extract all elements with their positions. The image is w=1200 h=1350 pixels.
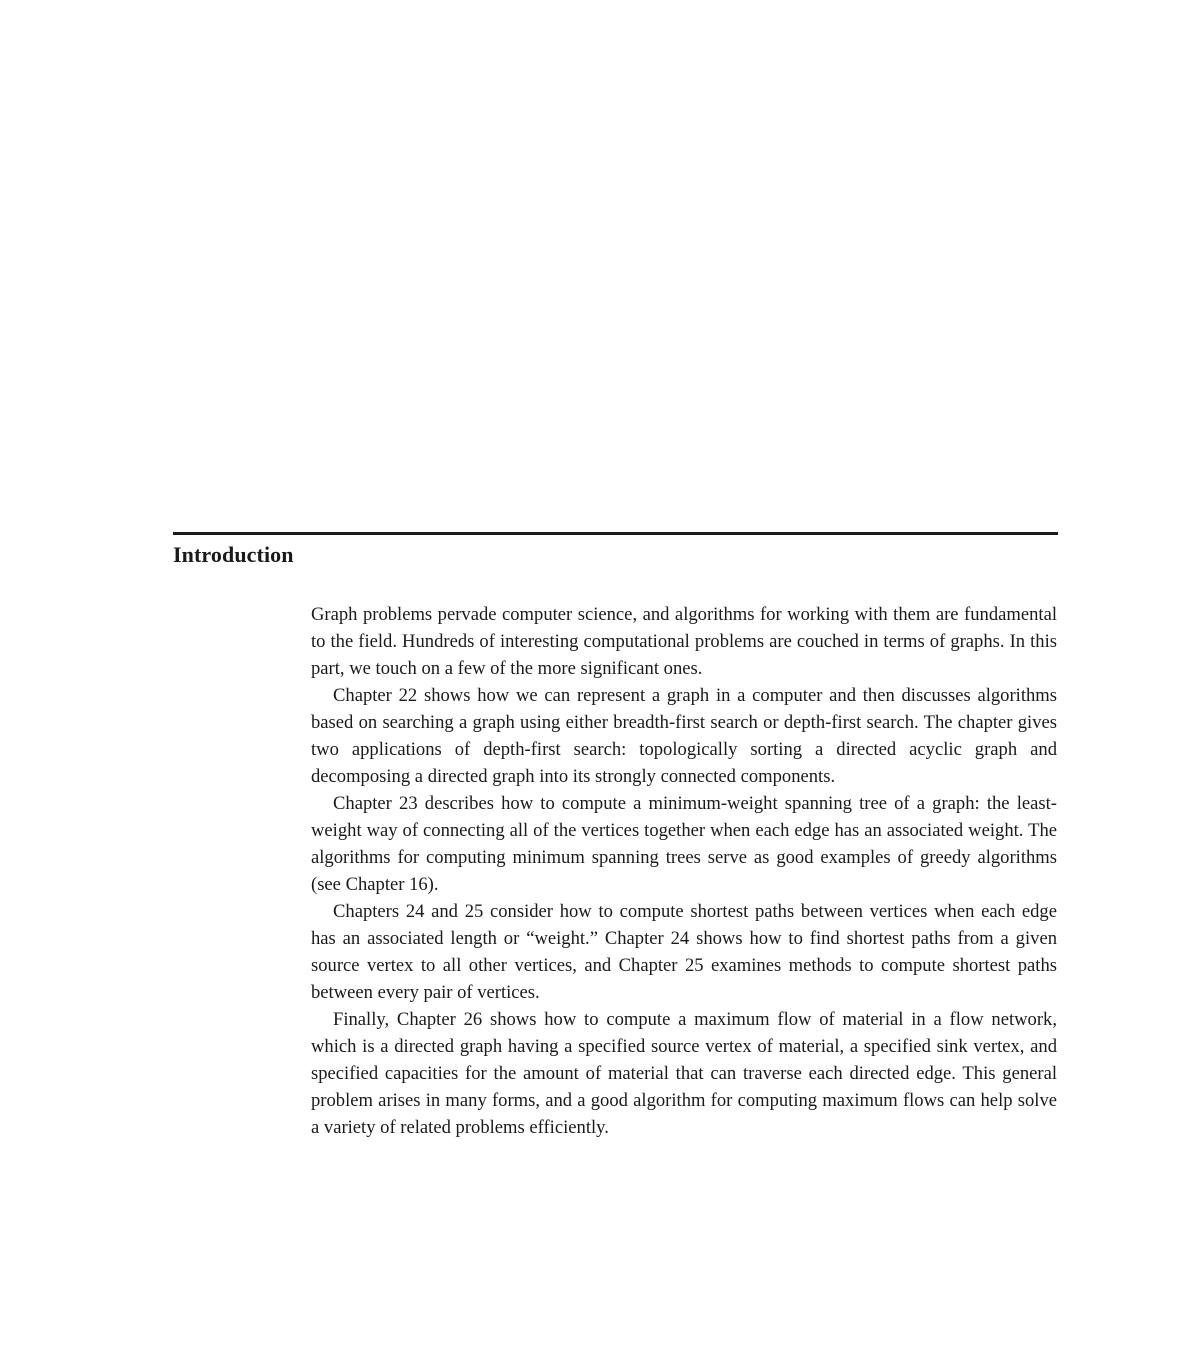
- paragraph-chapter-23: Chapter 23 describes how to compute a minimum-weight spanning tree of a graph: the least-weight way of connecting all of the vertices together when each edge has an associated weight. The algorithms for computing minimum spanning trees serve as good examples of greedy algorithms (see Chapter 16).: [311, 793, 1057, 895]
- section-title: Introduction: [173, 542, 294, 567]
- paragraph-chapter-22: Chapter 22 shows how we can represent a graph in a computer and then discusses algorithms based on searching a graph using either breadth-first search or depth-first search. The chapter gives two applications of depth-first search: topologically sorting a directed acyclic graph and decomposing a directed graph into its strongly connected components.: [311, 685, 1057, 787]
- paragraph-intro: Graph problems pervade computer science, and algorithms for working with them are fundamental to the field. Hundreds of interesting computational problems are couched in terms of graphs. In this part, we touch on a few of the more significant ones.: [311, 604, 1057, 679]
- section-body: [311, 601, 1057, 1141]
- section-rule: [173, 532, 1058, 535]
- paragraph-chapter-26: Finally, Chapter 26 shows how to compute a maximum flow of material in a flow network, which is a directed graph having a specified source vertex of material, a specified sink vertex, and specified capacities for the amount of material that can traverse each directed edge. This general problem arises in many forms, and a good algorithm for computing maximum flows can help solve a variety of related problems efficiently.: [311, 1009, 1057, 1138]
- paragraph-chapters-24-25: Chapters 24 and 25 consider how to compute shortest paths between vertices when each edge has an associated length or “weight.” Chapter 24 shows how to find shortest paths from a given source vertex to all other vertices, and Chapter 25 examines methods to compute shortest paths between every pair of vertices.: [311, 901, 1057, 1003]
